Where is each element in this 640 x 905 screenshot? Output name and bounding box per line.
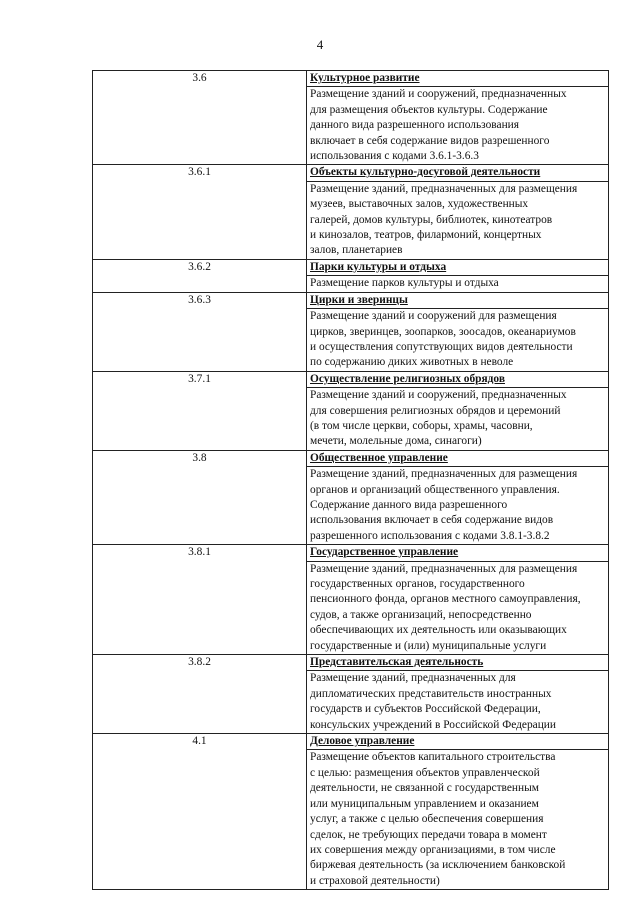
use-code: 3.6: [192, 72, 207, 84]
code-cell: [93, 71, 307, 165]
description-line: деятельности, не связанной с государственным: [310, 782, 539, 795]
description-line: музеев, выставочных залов, художественных: [310, 198, 529, 211]
use-description: [307, 467, 609, 545]
description-line: Размещение зданий и сооружений, предназначенных: [310, 389, 567, 402]
description-line: галерей, домов культуры, библиотек, кинотеатров: [310, 213, 553, 226]
use-code: 3.6.1: [188, 166, 211, 179]
description-line: обеспечивающих их деятельность или оказывающих: [310, 624, 567, 637]
description-line: для совершения религиозных обрядов и церемоний: [310, 404, 561, 417]
description-line: с целью: размещения объектов управленческой: [310, 766, 540, 779]
code-cell: [93, 545, 307, 655]
description-line: данного вида разрешенного использования: [310, 119, 520, 132]
table-row: [93, 450, 609, 466]
table-row: [93, 292, 609, 308]
use-title: Представительская деятельность: [307, 655, 609, 671]
table-row: [93, 165, 609, 181]
use-description: [307, 388, 609, 451]
use-code: 3.8.1: [188, 546, 211, 559]
description-line: мечети, молельные дома, синагоги): [310, 435, 482, 448]
use-title: Государственное управление: [307, 545, 609, 561]
use-title: Осуществление религиозных обрядов: [307, 371, 609, 387]
code-cell: [93, 734, 307, 890]
description-line: их совершения между организациями, в том числе: [310, 843, 556, 856]
use-description: [307, 750, 609, 890]
description-line: или муниципальным управлением и оказанием: [310, 797, 539, 810]
use-title: Парки культуры и отдыха: [307, 259, 609, 275]
code-cell: [93, 450, 307, 544]
table-row: [93, 259, 609, 275]
description-line: пенсионного фонда, органов местного самоуправления,: [310, 593, 581, 606]
description-line: для размещения объектов культуры. Содержание: [310, 103, 548, 116]
description-line: разрешенного использования с кодами 3.8.1-3.8.2: [310, 529, 550, 542]
use-code: 4.1: [192, 735, 207, 748]
description-line: Размещение зданий и сооружений, предназначенных: [310, 88, 567, 101]
use-title: Объекты культурно-досуговой деятельности: [307, 165, 609, 181]
description-line: (в том числе церкви, соборы, храмы, часовни,: [310, 419, 533, 432]
description-line: услуг, а также с целью обеспечения совершения: [310, 813, 544, 826]
description-line: включает в себя содержание видов разрешенного: [310, 134, 550, 147]
description-line: и кинозалов, театров, филармоний, концертных: [310, 229, 542, 242]
use-code: 3.8.2: [188, 656, 211, 669]
code-cell: [93, 655, 307, 734]
description-line: Размещение зданий и сооружений для размещения: [310, 310, 557, 323]
description-line: Размещение зданий, предназначенных для размещения: [310, 562, 578, 575]
use-description: [307, 87, 609, 165]
use-description: [307, 309, 609, 372]
table-row: [93, 655, 609, 671]
use-title: Цирки и зверинцы: [307, 292, 609, 308]
use-code: 3.6.2: [188, 260, 211, 273]
table-row: [93, 545, 609, 561]
use-description: [307, 671, 609, 734]
description-line: использования с кодами 3.6.1-3.6.3: [310, 150, 479, 163]
description-line: сделок, не требующих передачи товара в момент: [310, 828, 547, 841]
description-line: Размещение зданий, предназначенных для размещения: [310, 182, 578, 195]
page-number: 4: [316, 37, 324, 52]
table-row: [93, 734, 609, 750]
use-code: 3.6.3: [188, 293, 211, 306]
description-line: судов, а также организаций, непосредственно: [310, 608, 532, 621]
code-cell: [93, 259, 307, 292]
use-description: [307, 181, 609, 259]
use-code: 3.7.1: [188, 372, 211, 385]
description-line: биржевая деятельность (за исключением банковской: [310, 859, 566, 872]
use-code: 3.8: [192, 451, 207, 464]
description-line: консульских учреждений в Российской Федерации: [310, 718, 556, 731]
code-cell: [93, 371, 307, 450]
table-body: [93, 71, 609, 890]
description-line: Содержание данного вида разрешенного: [310, 498, 508, 511]
use-description: [307, 561, 609, 654]
use-title: Культурное развитие: [307, 71, 609, 87]
description-line: Размещение парков культуры и отдыха: [310, 277, 499, 290]
description-line: и страховой деятельности): [310, 874, 440, 887]
description-line: залов, планетариев: [310, 244, 403, 257]
use-description: [307, 276, 609, 292]
code-cell: [93, 165, 307, 259]
description-line: Размещение зданий, предназначенных для размещения: [310, 468, 578, 481]
description-line: государств и субъектов Российской Федерации,: [310, 703, 541, 716]
code-cell: [93, 292, 307, 371]
description-line: Размещение объектов капитального строительства: [310, 751, 556, 764]
table-row: [93, 371, 609, 387]
description-line: и осуществления сопутствующих видов деятельности: [310, 340, 573, 353]
use-title: Общественное управление: [307, 450, 609, 466]
description-line: по содержанию диких животных в неволе: [310, 356, 514, 369]
description-line: цирков, зверинцев, зоопарков, зоосадов, океанариумов: [310, 325, 576, 338]
description-line: органов и организаций общественного управления.: [310, 483, 560, 496]
description-line: использования включает в себя содержание видов: [310, 514, 554, 527]
table-row: [93, 71, 609, 87]
description-line: государственных органов, государственного: [310, 578, 525, 590]
use-title: Деловое управление: [307, 734, 609, 750]
description-line: дипломатических представительств иностранных: [310, 687, 552, 700]
land-use-codes-table: [92, 70, 609, 890]
description-line: Размещение зданий, предназначенных для: [310, 672, 516, 685]
description-line: государственные и (или) муниципальные услуги: [310, 639, 547, 652]
